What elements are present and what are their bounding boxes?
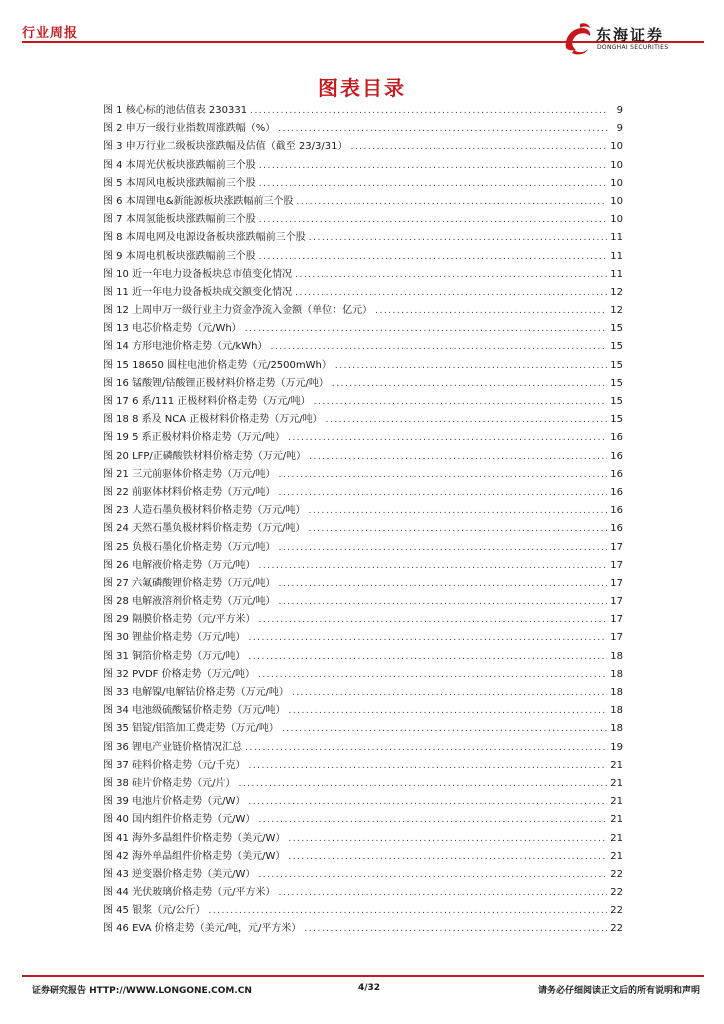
toc-entry[interactable] (103, 466, 623, 484)
toc-dot-leader (278, 575, 607, 593)
toc-dot-leader (309, 448, 607, 466)
toc-entry-page: 12 (610, 286, 623, 298)
toc-entry[interactable] (103, 484, 623, 502)
figure-toc-list (103, 102, 623, 939)
toc-dot-leader (335, 357, 607, 375)
toc-dot-leader (278, 484, 607, 502)
toc-dot-leader (270, 338, 607, 356)
toc-entry-label: 图 10 近一年电力设备板块总市值变化情况 (103, 268, 293, 280)
toc-entry-label: 图 2 申万一级行业指数周涨跌幅（%） (103, 123, 276, 135)
toc-dot-leader (308, 520, 607, 538)
toc-entry-page: 22 (610, 923, 623, 935)
toc-dot-leader (259, 248, 608, 266)
toc-dot-leader (258, 666, 607, 684)
logo-english-name: DONGHAI SECURITIES (597, 44, 669, 51)
toc-entry[interactable] (103, 520, 623, 538)
toc-dot-leader (208, 902, 607, 920)
toc-title: 图表目录 (318, 76, 406, 100)
toc-entry[interactable] (103, 848, 623, 866)
toc-entry[interactable] (103, 830, 623, 848)
toc-dot-leader (350, 138, 607, 156)
toc-dot-leader (308, 502, 607, 520)
toc-dot-leader (278, 120, 608, 138)
toc-entry-label: 图 3 申万行业二级板块涨跌幅及估值（截至 23/3/31） (103, 141, 348, 153)
toc-entry[interactable] (103, 702, 623, 720)
toc-entry-label: 图 38 硅片价格走势（元/片） (103, 777, 236, 789)
toc-entry-label: 图 29 隔膜价格走势（元/平方米） (103, 614, 256, 626)
toc-entry-page: 15 (610, 414, 623, 426)
toc-entry-label: 图 9 本周电机板块涨跌幅前三个股 (103, 250, 256, 262)
toc-entry[interactable] (103, 429, 623, 447)
toc-entry-label: 图 7 本周氢能板块涨跌幅前三个股 (103, 214, 256, 226)
toc-entry-page: 15 (610, 377, 623, 389)
toc-entry-page: 22 (610, 905, 623, 917)
toc-entry-page: 9 (616, 105, 623, 116)
toc-entry[interactable] (103, 102, 623, 120)
toc-entry[interactable] (103, 811, 623, 829)
toc-dot-leader (292, 684, 607, 702)
toc-entry-page: 18 (610, 668, 623, 680)
section-tag: 行业周报 (22, 26, 79, 41)
toc-entry-page: 9 (616, 123, 623, 135)
toc-dot-leader (288, 429, 607, 447)
toc-entry-page: 16 (610, 468, 623, 480)
toc-entry-page: 18 (610, 723, 623, 735)
toc-entry-page: 15 (610, 359, 623, 371)
toc-entry[interactable] (103, 138, 623, 156)
toc-entry[interactable] (103, 375, 623, 393)
toc-entry-page: 21 (610, 850, 623, 862)
toc-dot-leader (304, 920, 607, 938)
toc-entry-page: 10 (610, 177, 623, 189)
toc-entry-page: 16 (610, 505, 623, 517)
toc-entry-page: 17 (610, 596, 623, 608)
toc-entry-page: 15 (610, 396, 623, 407)
toc-entry-page: 18 (610, 687, 623, 698)
toc-entry-page: 18 (610, 705, 623, 717)
toc-dot-leader (278, 466, 607, 484)
toc-entry[interactable] (103, 302, 623, 320)
toc-dot-leader (245, 739, 607, 757)
toc-entry[interactable] (103, 266, 623, 284)
toc-entry-label: 图 33 电解镍/电解钴价格走势（万元/吨） (103, 687, 289, 698)
toc-entry[interactable] (103, 393, 623, 411)
toc-entry-label: 图 36 锂电产业链价格情况汇总 (103, 741, 243, 753)
toc-entry-label: 图 32 PVDF 价格走势（万元/吨） (103, 668, 255, 680)
toc-dot-leader (248, 648, 607, 666)
toc-entry[interactable] (103, 575, 623, 593)
toc-entry-page: 21 (610, 814, 623, 826)
toc-entry-label: 图 45 银浆（元/公斤） (103, 905, 206, 917)
toc-dot-leader (375, 302, 607, 320)
toc-entry-page: 11 (610, 250, 623, 262)
toc-entry-label: 图 25 负极石墨化价格走势（万元/吨） (103, 541, 276, 553)
logo-chinese-name: 东海证券 (596, 26, 665, 44)
toc-entry-label: 图 5 本周风电板块涨跌幅前三个股 (103, 177, 256, 189)
toc-dot-leader (295, 284, 607, 302)
company-logo (560, 20, 710, 56)
footer-website: 证券研究报告 HTTP://WWW.LONGONE.COM.CN (32, 986, 252, 996)
toc-entry[interactable] (103, 775, 623, 793)
toc-entry-label: 图 44 光伏玻璃价格走势（元/平方米） (103, 887, 276, 899)
toc-entry-page: 21 (610, 777, 623, 789)
toc-entry-page: 12 (610, 305, 623, 317)
toc-dot-leader (288, 830, 607, 848)
toc-entry-label: 图 21 三元前驱体价格走势（万元/吨） (103, 468, 276, 480)
toc-entry-label: 图 1 核心标的池估值表 230331 (103, 105, 248, 116)
toc-entry-page: 21 (610, 759, 623, 771)
toc-entry-label: 图 39 电池片价格走势（元/W） (103, 796, 246, 808)
toc-entry[interactable] (103, 193, 623, 211)
toc-entry-page: 10 (610, 141, 623, 153)
toc-entry-label: 图 27 六氟磷酸锂价格走势（万元/吨） (103, 577, 276, 589)
toc-entry-page: 17 (610, 559, 623, 571)
toc-entry-label: 图 24 天然石墨负极材料价格走势（万元/吨） (103, 523, 306, 535)
toc-entry-page: 11 (610, 268, 623, 280)
toc-entry[interactable] (103, 502, 623, 520)
toc-entry-label: 图 15 18650 圆柱电池价格走势（元/2500mWh） (103, 359, 332, 371)
toc-entry-page: 22 (610, 868, 623, 880)
toc-entry[interactable] (103, 248, 623, 266)
toc-entry[interactable] (103, 739, 623, 757)
toc-entry[interactable] (103, 120, 623, 138)
toc-entry-label: 图 6 本周锂电&新能源板块涨跌幅前三个股 (103, 195, 294, 207)
toc-entry[interactable] (103, 793, 623, 811)
toc-entry-page: 17 (610, 614, 623, 626)
toc-entry-label: 图 20 LFP/正磷酸铁材料价格走势（万元/吨） (103, 450, 307, 462)
toc-entry-label: 图 30 锂盐价格走势（万元/吨） (103, 632, 246, 644)
toc-entry-label: 图 19 5 系正极材料价格走势（万元/吨） (103, 432, 285, 444)
toc-entry[interactable] (103, 229, 623, 247)
toc-entry-label: 图 16 锰酸锂/钴酸锂正极材料价格走势（万元/吨） (103, 377, 329, 389)
toc-entry[interactable] (103, 211, 623, 229)
toc-dot-leader (309, 229, 608, 247)
toc-entry-page: 22 (610, 887, 623, 899)
toc-dot-leader (258, 866, 607, 884)
toc-dot-leader (259, 157, 608, 175)
toc-entry-label: 图 43 逆变器价格走势（美元/W） (103, 868, 256, 880)
toc-dot-leader (258, 611, 607, 629)
toc-dot-leader (332, 375, 607, 393)
toc-dot-leader (238, 775, 607, 793)
toc-entry-label: 图 28 电解液溶剂价格走势（万元/吨） (103, 596, 276, 608)
toc-entry[interactable] (103, 866, 623, 884)
toc-entry[interactable] (103, 448, 623, 466)
toc-entry-page: 16 (610, 432, 623, 444)
toc-entry[interactable] (103, 338, 623, 356)
toc-entry[interactable] (103, 357, 623, 375)
toc-entry-label: 图 14 方形电池价格走势（元/kWh） (103, 341, 268, 353)
toc-entry-label: 图 40 国内组件价格走势（元/W） (103, 814, 256, 826)
toc-entry-label: 图 34 电池级硫酸锰价格走势（万元/吨） (103, 705, 286, 717)
toc-dot-leader (250, 102, 608, 120)
toc-entry[interactable] (103, 411, 623, 429)
toc-entry-label: 图 13 电芯价格走势（元/Wh） (103, 323, 242, 335)
toc-entry-page: 10 (610, 214, 623, 226)
toc-entry[interactable] (103, 175, 623, 193)
toc-dot-leader (278, 884, 607, 902)
toc-entry-page: 16 (610, 486, 623, 498)
toc-dot-leader (245, 320, 608, 338)
toc-entry-page: 15 (610, 323, 623, 335)
toc-entry-label: 图 42 海外单晶组件价格走势（美元/W） (103, 850, 286, 862)
toc-entry-page: 16 (610, 450, 623, 462)
toc-entry-page: 17 (610, 541, 623, 553)
toc-entry[interactable] (103, 284, 623, 302)
toc-entry-label: 图 12 上周申万一级行业主力资金净流入金额（单位：亿元） (103, 305, 373, 317)
toc-entry[interactable] (103, 920, 623, 938)
toc-dot-leader (259, 211, 608, 229)
toc-entry[interactable] (103, 720, 623, 738)
toc-entry[interactable] (103, 593, 623, 611)
toc-entry[interactable] (103, 320, 623, 338)
toc-entry-label: 图 41 海外多晶组件价格走势（美元/W） (103, 832, 286, 844)
footer-divider (22, 975, 704, 977)
toc-dot-leader (295, 266, 607, 284)
toc-entry-label: 图 8 本周电网及电源设备板块涨跌幅前三个股 (103, 232, 306, 244)
toc-entry-label: 图 26 电解液价格走势（万元/吨） (103, 559, 256, 571)
toc-entry-page: 19 (610, 741, 623, 753)
toc-entry-label: 图 46 EVA 价格走势（美元/吨，元/平方米） (103, 923, 302, 935)
toc-entry-label: 图 35 铝锭/铝箔加工费走势（万元/吨） (103, 723, 279, 735)
toc-entry-page: 15 (610, 341, 623, 353)
toc-entry[interactable] (103, 666, 623, 684)
toc-entry-page: 17 (610, 632, 623, 644)
toc-entry-page: 16 (610, 523, 623, 535)
page-header (0, 0, 724, 60)
toc-entry[interactable] (103, 157, 623, 175)
toc-dot-leader (258, 557, 607, 575)
toc-entry-page: 21 (610, 796, 623, 808)
toc-dot-leader (258, 811, 607, 829)
toc-entry-label: 图 37 硅料价格走势（元/千克） (103, 759, 246, 771)
toc-dot-leader (278, 593, 607, 611)
toc-entry[interactable] (103, 884, 623, 902)
toc-entry[interactable] (103, 902, 623, 920)
toc-entry[interactable] (103, 629, 623, 647)
toc-entry[interactable] (103, 611, 623, 629)
toc-entry-page: 10 (610, 159, 623, 171)
toc-entry[interactable] (103, 557, 623, 575)
toc-dot-leader (326, 411, 608, 429)
footer-disclaimer: 请务必仔细阅读正文后的所有说明和声明 (537, 986, 700, 996)
toc-entry-label: 图 4 本周光伏板块涨跌幅前三个股 (103, 159, 256, 171)
toc-entry[interactable] (103, 539, 623, 557)
toc-dot-leader (259, 175, 608, 193)
toc-entry-page: 10 (610, 195, 623, 207)
toc-entry-page: 18 (610, 650, 623, 662)
toc-dot-leader (278, 539, 607, 557)
toc-entry-label: 图 11 近一年电力设备板块成交额变化情况 (103, 286, 293, 298)
toc-dot-leader (248, 793, 607, 811)
toc-entry-label: 图 17 6 系/111 正极材料价格走势（万元/吨） (103, 396, 311, 407)
toc-entry-label: 图 31 铜箔价格走势（万元/吨） (103, 650, 246, 662)
toc-dot-leader (297, 193, 608, 211)
toc-dot-leader (282, 720, 607, 738)
toc-entry-label: 图 18 8 系及 NCA 正极材料价格走势（万元/吨） (103, 414, 323, 426)
toc-dot-leader (288, 702, 607, 720)
toc-entry-label: 图 23 人造石墨负极材料价格走势（万元/吨） (103, 505, 306, 517)
dragon-logo-icon (560, 20, 594, 56)
toc-dot-leader (288, 848, 607, 866)
toc-entry-page: 17 (610, 577, 623, 589)
toc-entry-page: 21 (610, 832, 623, 844)
toc-entry[interactable] (103, 684, 623, 702)
page-number: 4/32 (358, 983, 381, 993)
toc-entry-label: 图 22 前驱体材料价格走势（万元/吨） (103, 486, 276, 498)
toc-dot-leader (314, 393, 608, 411)
toc-entry-page: 11 (610, 232, 623, 244)
toc-entry[interactable] (103, 648, 623, 666)
toc-dot-leader (248, 629, 607, 647)
toc-entry[interactable] (103, 757, 623, 775)
toc-dot-leader (248, 757, 607, 775)
